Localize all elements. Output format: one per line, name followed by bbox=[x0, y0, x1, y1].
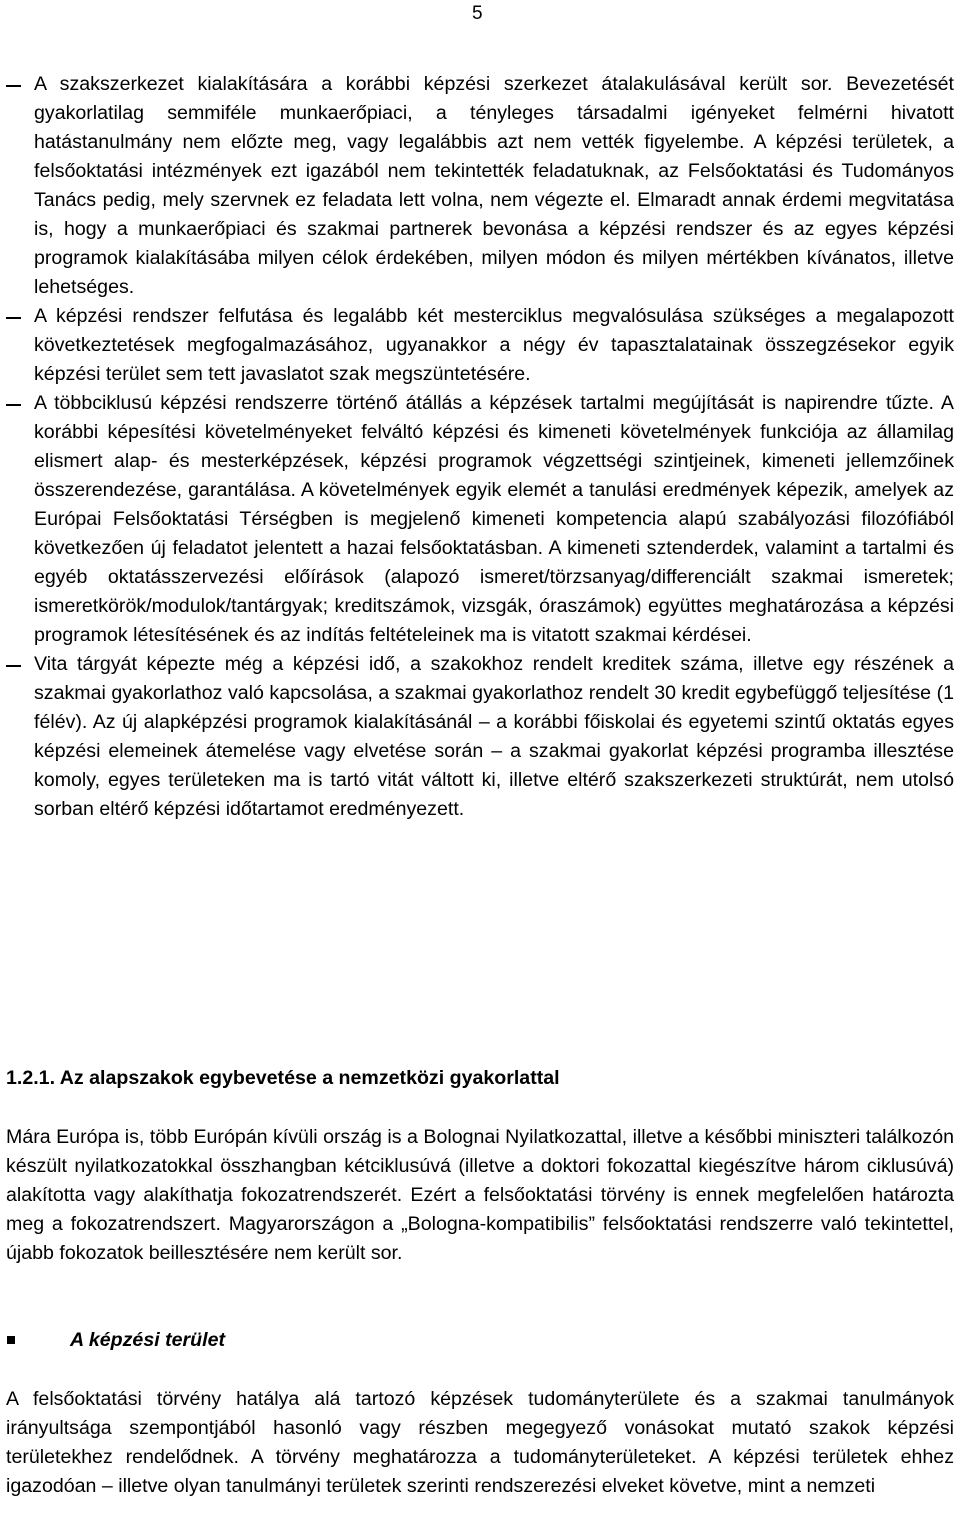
dash-bullet-icon bbox=[6, 317, 21, 319]
bullet-text: A szakszerkezet kialakítására a korábbi képzési szerkezet átalakulásával került sor. Bevezetését gyakorlatilag semmiféle munkaerőpiaci, a tényleges társadalmi igényeket felmérni hivatott hatástanulmány nem előzte meg, vagy legalábbis azt nem vették figyelembe. A képzési területek, a felsőoktatási intézmények ezt igazából nem tekintették feladatuknak, az Felsőoktatási és Tudományos Tanács pedig, mely szervnek ez feladata lett volna, nem végezte el. Elmaradt annak érdemi megvitatása is, hogy a munkaerőpiaci és szakmai partnerek bevonása a képzési rendszer és az egyes képzési programok kialakításába milyen célok érdekében, milyen módon és milyen mértékben kívánatos, illetve lehetséges. bbox=[34, 73, 954, 298]
bullet-item bbox=[0, 389, 960, 650]
bullet-item bbox=[0, 302, 960, 389]
bullet-list bbox=[0, 70, 960, 824]
bullet-text: A többciklusú képzési rendszerre történő átállás a képzések tartalmi megújítását is napirendre tűzte. A korábbi képesítési követelményeket felváltó képzési és kimeneti követelmények funkciója az államilag elismert alap- és mesterképzések, képzési programok végzettségi szintjeinek, kimeneti jellemzőinek összerendezése, garantálása. A követelmények egyik elemét a tanulási eredmények képezik, amelyek az Európai Felsőoktatási Térségben is megjelenő kimeneti kompetencia alapú szabályozási filozófiából következően új feladatot jelentett a hazai felsőoktatásban. A kimeneti sztenderdek, valamint a tartalmi és egyéb oktatásszervezési előírások (alapozó ismeret/törzsanyag/differenciált szakmai ismeretek; ismeretkörök/modulok/tantárgyak; kreditszámok, vizsgák, óraszámok) együttes meghatározása a képzési programok létesítésének és az indítás feltételeinek ma is vitatott szakmai kérdései. bbox=[34, 392, 954, 646]
bullet-item bbox=[0, 70, 960, 302]
dash-bullet-icon bbox=[6, 665, 21, 667]
section-heading: 1.2.1. Az alapszakok egybevetése a nemzetközi gyakorlattal bbox=[6, 1067, 560, 1089]
bullet-text: A képzési rendszer felfutása és legalább két mesterciklus megvalósulása szükséges a megalapozott következtetések megfogalmazásához, ugyanakkor a négy év tapasztalatainak összegzésekor egyik képzési terület sem tett javaslatot szak megszüntetésére. bbox=[34, 305, 954, 385]
bullet-text: Vita tárgyát képezte még a képzési idő, a szakokhoz rendelt kreditek száma, illetve egy részének a szakmai gyakorlathoz való kapcsolása, a szakmai gyakorlathoz rendelt 30 kredit egybefüggő teljesítése (1 félév). Az új alapképzési programok kialakításánál – a korábbi főiskolai és egyetemi szintű oktatás egyes képzési elemeinek átemelése vagy elvetése során – a szakmai gyakorlat képzési programba illesztése komoly, egyes területeken ma is tartó vitát váltott ki, illetve eltérő szakszerkezeti struktúrát, nem utolsó sorban eltérő képzési időtartamot eredményezett. bbox=[34, 653, 954, 820]
subsection-heading bbox=[6, 1326, 954, 1355]
section-body-paragraph: A felsőoktatási törvény hatálya alá tartozó képzések tudományterülete és a szakmai tanulmányok irányultsága szempontjából hasonló vagy részben megegyező vonásokat mutató szakok képzési területekhez rendelődnek. A törvény meghatározza a tudományterületeket. A képzési területek ehhez igazodóan – illetve olyan tanulmányi területek szerinti rendszerezési elveket követve, mint a nemzeti bbox=[6, 1388, 954, 1497]
page-number: 5 bbox=[472, 3, 483, 24]
section-intro-paragraph: Mára Európa is, több Európán kívüli ország is a Bolognai Nyilatkozattal, illetve a későbbi miniszteri találkozón készült nyilatkozatokkal összhangban kétciklusúvá (illetve a doktori fokozattal kiegészítve három ciklusúvá) alakította vagy alakíthatja fokozatrendszerét. Ezért a felsőoktatási törvény is ennek megfelelően határozta meg a fokozatrendszert. Magyarországon a „Bologna-kompatibilis” felsőoktatási rendszerre való tekintettel, újabb fokozatok beillesztésére nem került sor. bbox=[6, 1126, 954, 1264]
bullet-item bbox=[0, 650, 960, 824]
dash-bullet-icon bbox=[6, 404, 21, 406]
dash-bullet-icon bbox=[6, 85, 21, 87]
subsection-heading-label: A képzési terület bbox=[70, 1329, 225, 1351]
square-bullet-icon bbox=[7, 1336, 15, 1344]
